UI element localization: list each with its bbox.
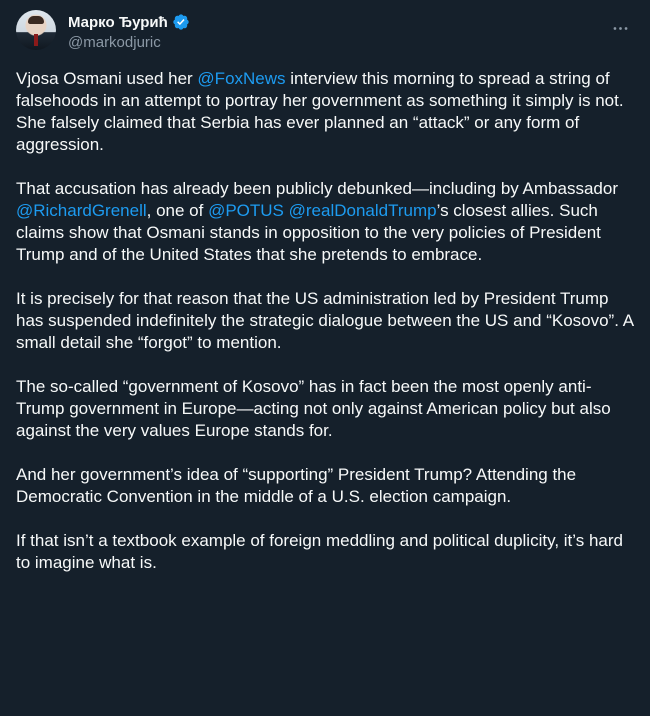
display-name-row [68,12,190,32]
avatar[interactable] [16,10,56,50]
paragraph-5: And her government’s idea of “supporting” President Trump? Attending the Democratic Convention in the middle of a U.S. election campaign. [16,465,581,506]
text-segment: ’s closest allies. Such claims show that Osmani stands in opposition to the very policies of President Trump and of the United States that she pretends to embrace. [16,201,606,264]
author-names [68,12,190,51]
paragraph-2 [16,178,634,266]
handle[interactable]: @markodjuric [68,34,161,51]
tweet-text [16,68,638,596]
paragraph-6: If that isn’t a textbook example of foreign meddling and political duplicity, it’s hard to imagine what is. [16,531,628,572]
verified-badge-icon [172,13,190,31]
tweet-header [16,10,634,54]
avatar-tie [34,34,38,46]
avatar-hair [28,16,44,24]
mention-potus[interactable]: @POTUS [208,201,284,220]
text-segment: That accusation has already been publicly debunked—including by Ambassador [16,179,623,198]
display-name[interactable]: Марко Ђурић [68,13,168,31]
more-icon[interactable] [608,16,632,40]
text-segment: Vjosa Osmani used her [16,69,198,88]
paragraph-3: It is precisely for that reason that the US administration led by President Trump has suspended indefinitely the strategic dialogue between the US and “Kosovo”. A small detail she “forgot” to mention. [16,289,638,352]
mention-foxnews[interactable]: @FoxNews [197,69,286,88]
mention-richardgrenell[interactable]: @RichardGrenell [16,201,147,220]
text-segment: interview this morning to spread a string of falsehoods in an attempt to portray her government as something it simply is not. She falsely claimed that Serbia has ever planned an “attack” or any form of aggression. [16,69,629,154]
paragraph-1 [16,68,634,156]
mention-realdonaldtrump[interactable]: @realDonaldTrump [288,201,437,220]
text-segment: , one of [146,201,209,220]
paragraph-4: The so-called “government of Kosovo” has in fact been the most openly anti-Trump government in Europe—acting not only against American policy but also against the very values Europe stands for. [16,377,616,440]
